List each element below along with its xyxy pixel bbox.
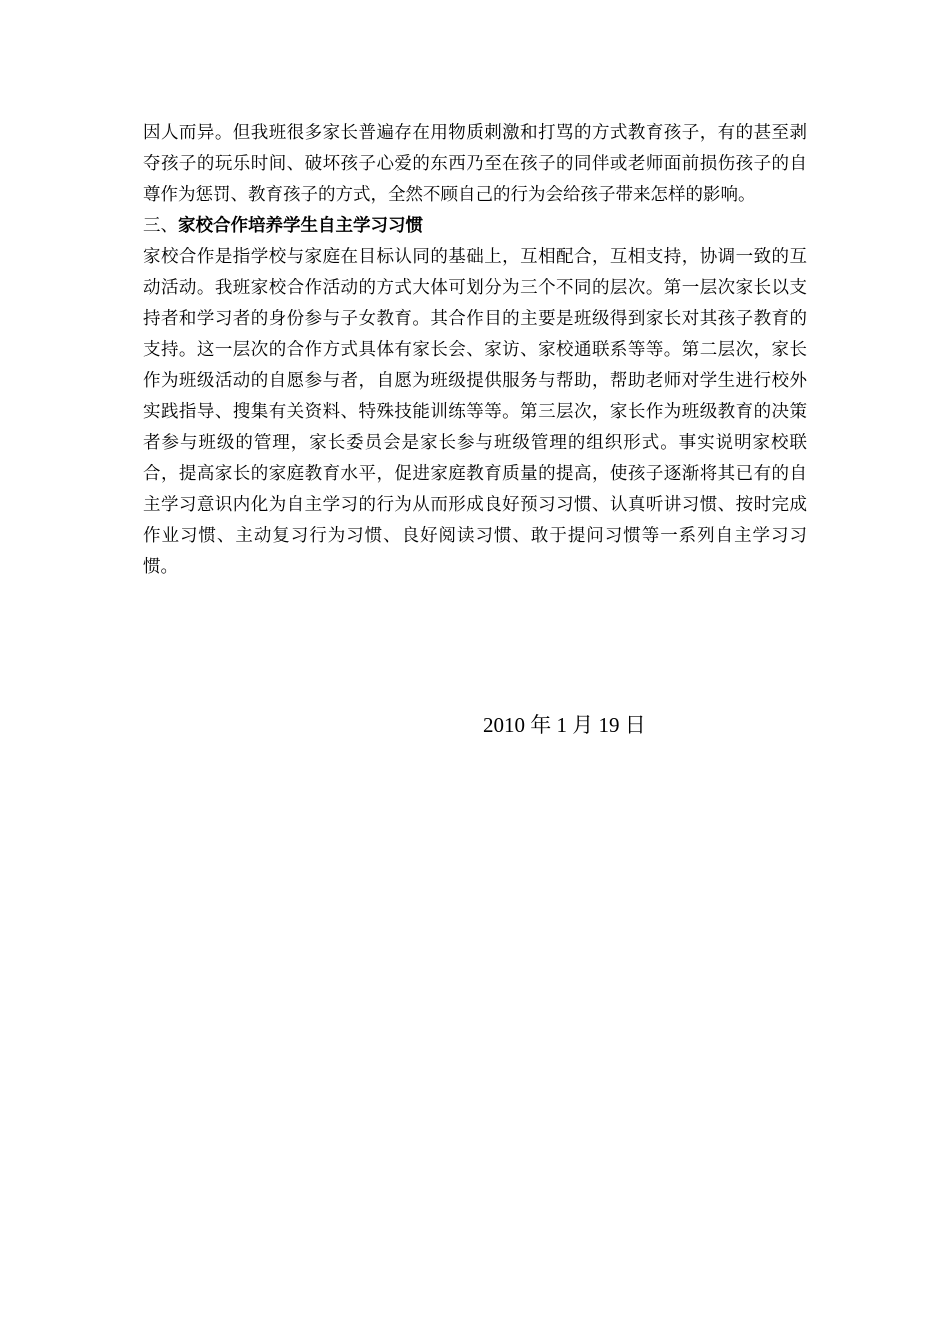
- section-heading-title: 家校合作培养学生自主学习习惯: [178, 216, 423, 236]
- document-body: [143, 118, 807, 583]
- paragraph-continuation: 因人而异。但我班很多家长普遍存在用物质刺激和打骂的方式教育孩子，有的甚至剥夺孩子的玩乐时间、破坏孩子心爱的东西乃至在孩子的同伴或老师面前损伤孩子的自尊作为惩罚、教育孩子的方式，全然不顾自己的行为会给孩子带来怎样的影响。: [143, 123, 807, 205]
- section-heading-number: 三、: [143, 216, 178, 236]
- paragraph-home-school-cooperation: 家校合作是指学校与家庭在目标认同的基础上，互相配合，互相支持，协调一致的互动活动。我班家校合作活动的方式大体可划分为三个不同的层次。第一层次家长以支持者和学习者的身份参与子女教育。其合作目的主要是班级得到家长对其孩子教育的支持。这一层次的合作方式具体有家长会、家访、家校通联系等等。第二层次，家长作为班级活动的自愿参与者，自愿为班级提供服务与帮助，帮助老师对学生进行校外实践指导、搜集有关资料、特殊技能训练等等。第三层次，家长作为班级教育的决策者参与班级的管理，家长委员会是家长参与班级管理的组织形式。事实说明家校联合，提高家长的家庭教育水平，促进家庭教育质量的提高，使孩子逐渐将其已有的自主学习意识内化为自主学习的行为从而形成良好预习习惯、认真听讲习惯、按时完成作业习惯、主动复习行为习惯、良好阅读习惯、敢于提问习惯等一系列自主学习习惯。: [143, 247, 807, 577]
- section-heading: [143, 211, 807, 242]
- document-date: 2010 年 1 月 19 日: [483, 713, 646, 737]
